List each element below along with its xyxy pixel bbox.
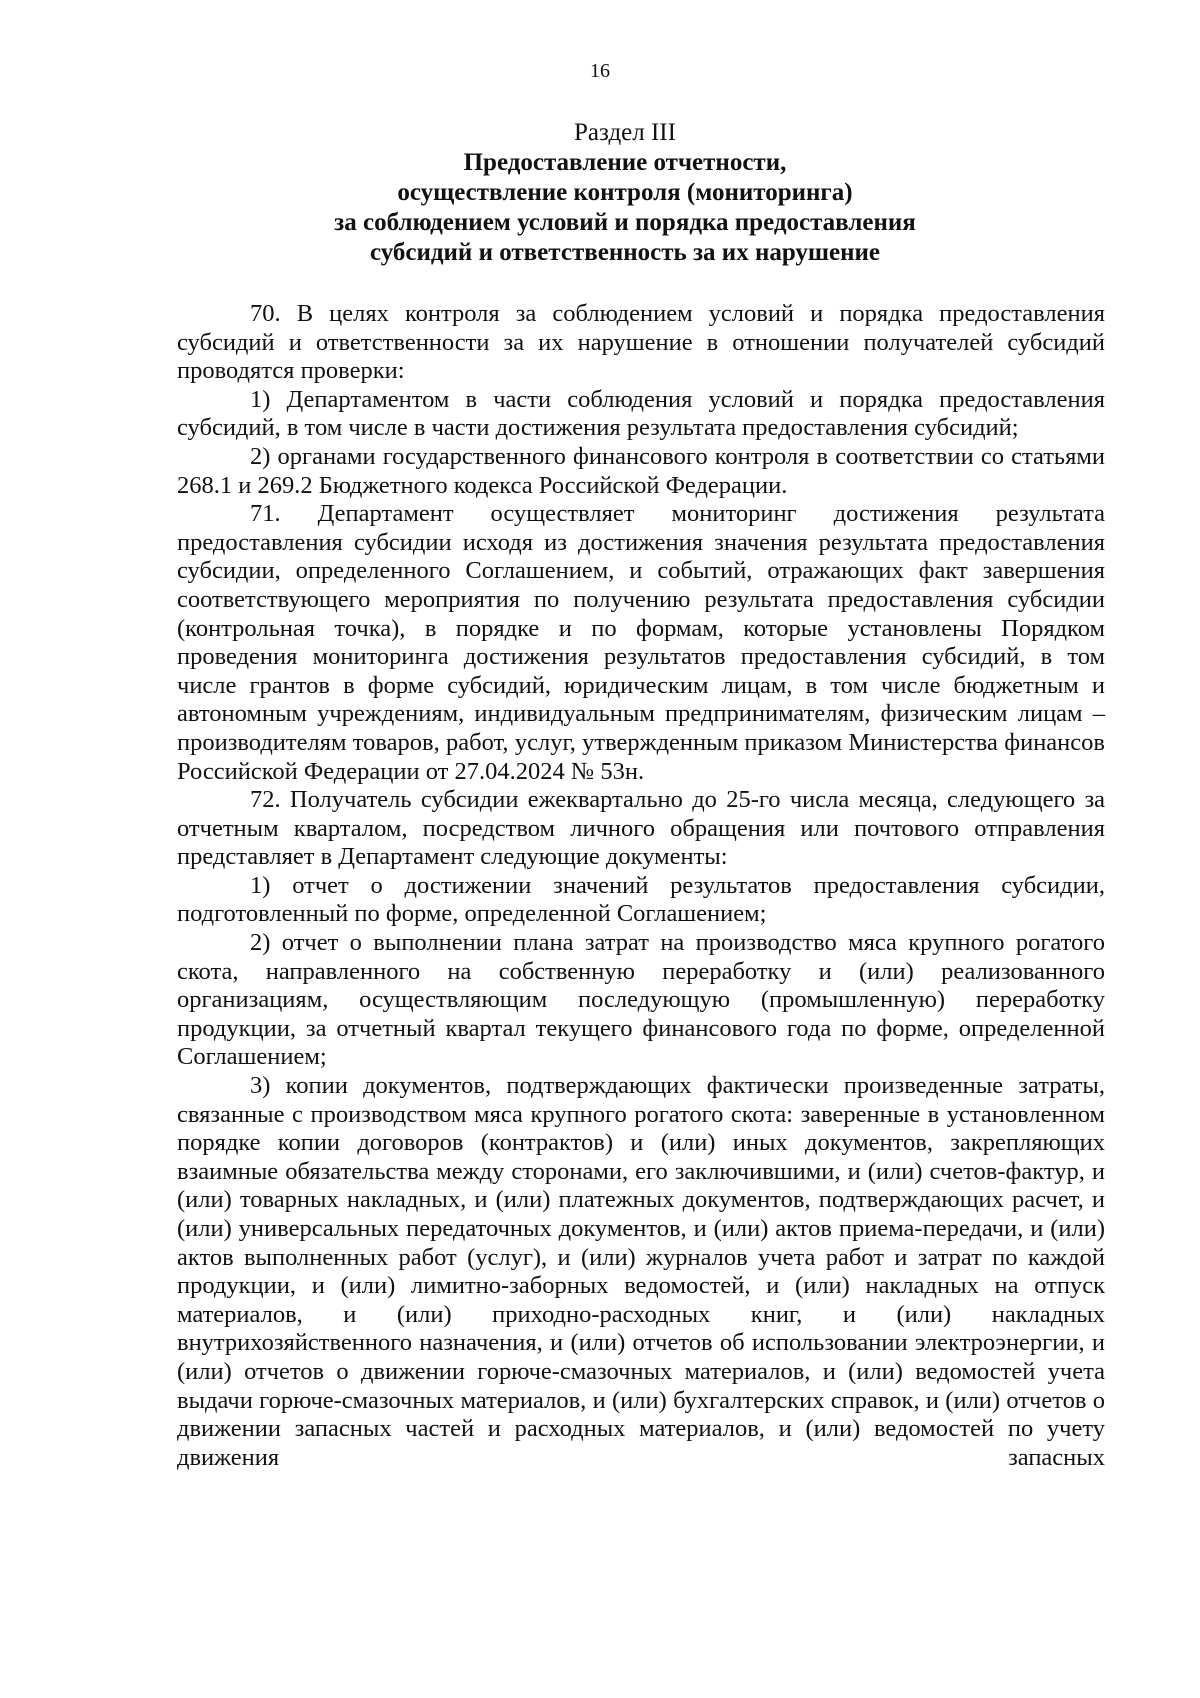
- paragraph-72: 72. Получатель субсидии ежеквартально до 25-го числа месяца, следующего за отчетным кварталом, посредством личного обращения или почтового отправления представляет в Департамент следующие документы:: [177, 786, 1105, 871]
- paragraph-72-item-2: 2) отчет о выполнении плана затрат на производство мяса крупного рогатого скота, направленного на собственную переработку и (или) реализованного организациям, осуществляющим последующую (промышленную) переработку продукции, за отчетный квартал текущего финансового года по форме, определенной Соглашением;: [177, 929, 1105, 1071]
- section-title-line: Предоставление отчетности,: [463, 149, 787, 176]
- section-title-line: субсидий и ответственность за их нарушение: [369, 239, 881, 266]
- page-number: 16: [590, 60, 610, 82]
- document-body: [177, 300, 1105, 1472]
- section-label: Раздел III: [574, 119, 676, 146]
- paragraph-70: 70. В целях контроля за соблюдением условий и порядка предоставления субсидий и ответственности за их нарушение в отношении получателей субсидий проводятся проверки:: [177, 300, 1105, 385]
- section-title-line: за соблюдением условий и порядка предоставления: [334, 209, 916, 236]
- paragraph-72-item-3: 3) копии документов, подтверждающих фактически произведенные затраты, связанные с производством мяса крупного рогатого скота: заверенные в установленном порядке копии договоров (контрактов) и (или) иных документов, закрепляющих взаимные обязательства между сторонами, его заключившими, и (или) счетов-фактур, и (или) товарных накладных, и (или) платежных документов, подтверждающих расчет, и (или) универсальных передаточных документов, и (или) актов приема-передачи, и (или) актов выполненных работ (услуг), и (или) журналов учета работ и затрат по каждой продукции, и (или) лимитно-заборных ведомостей, и (или) накладных на отпуск материалов, и (или) приходно-расходных книг, и (или) накладных внутрихозяйственного назначения, и (или) отчетов об использовании электроэнергии, и (или) отчетов о движении горюче-смазочных материалов, и (или) ведомостей учета выдачи горюче-смазочных материалов, и (или) бухгалтерских справок, и (или) отчетов о движении запасных частей и расходных материалов, и (или) ведомостей по учету движения запасных: [177, 1072, 1105, 1471]
- paragraph-72-item-1: 1) отчет о достижении значений результатов предоставления субсидии, подготовленный по форме, определенной Соглашением;: [177, 871, 1105, 928]
- paragraph-71: 71. Департамент осуществляет мониторинг достижения результата предоставления субсидии исходя из достижения значения результата предоставления субсидии, определенного Соглашением, и событий, отражающих факт завершения соответствующего мероприятия по получению результата предоставления субсидии (контрольная точка), в порядке и по формам, которые установлены Порядком проведения мониторинга достижения результатов предоставления субсидий, в том числе грантов в форме субсидий, юридическим лицам, в том числе бюджетным и автономным учреждениям, индивидуальным предпринимателям, физическим лицам – производителям товаров, работ, услуг, утвержденным приказом Министерства финансов Российской Федерации от 27.04.2024 № 53н.: [177, 500, 1105, 785]
- paragraph-70-item-1: 1) Департаментом в части соблюдения условий и порядка предоставления субсидий, в том числе в части достижения результата предоставления субсидий;: [177, 385, 1105, 442]
- section-heading: [150, 118, 1100, 268]
- section-title-line: осуществление контроля (мониторинга): [397, 179, 853, 206]
- paragraph-70-item-2: 2) органами государственного финансового контроля в соответствии со статьями 268.1 и 269.2 Бюджетного кодекса Российской Федерации.: [177, 442, 1105, 499]
